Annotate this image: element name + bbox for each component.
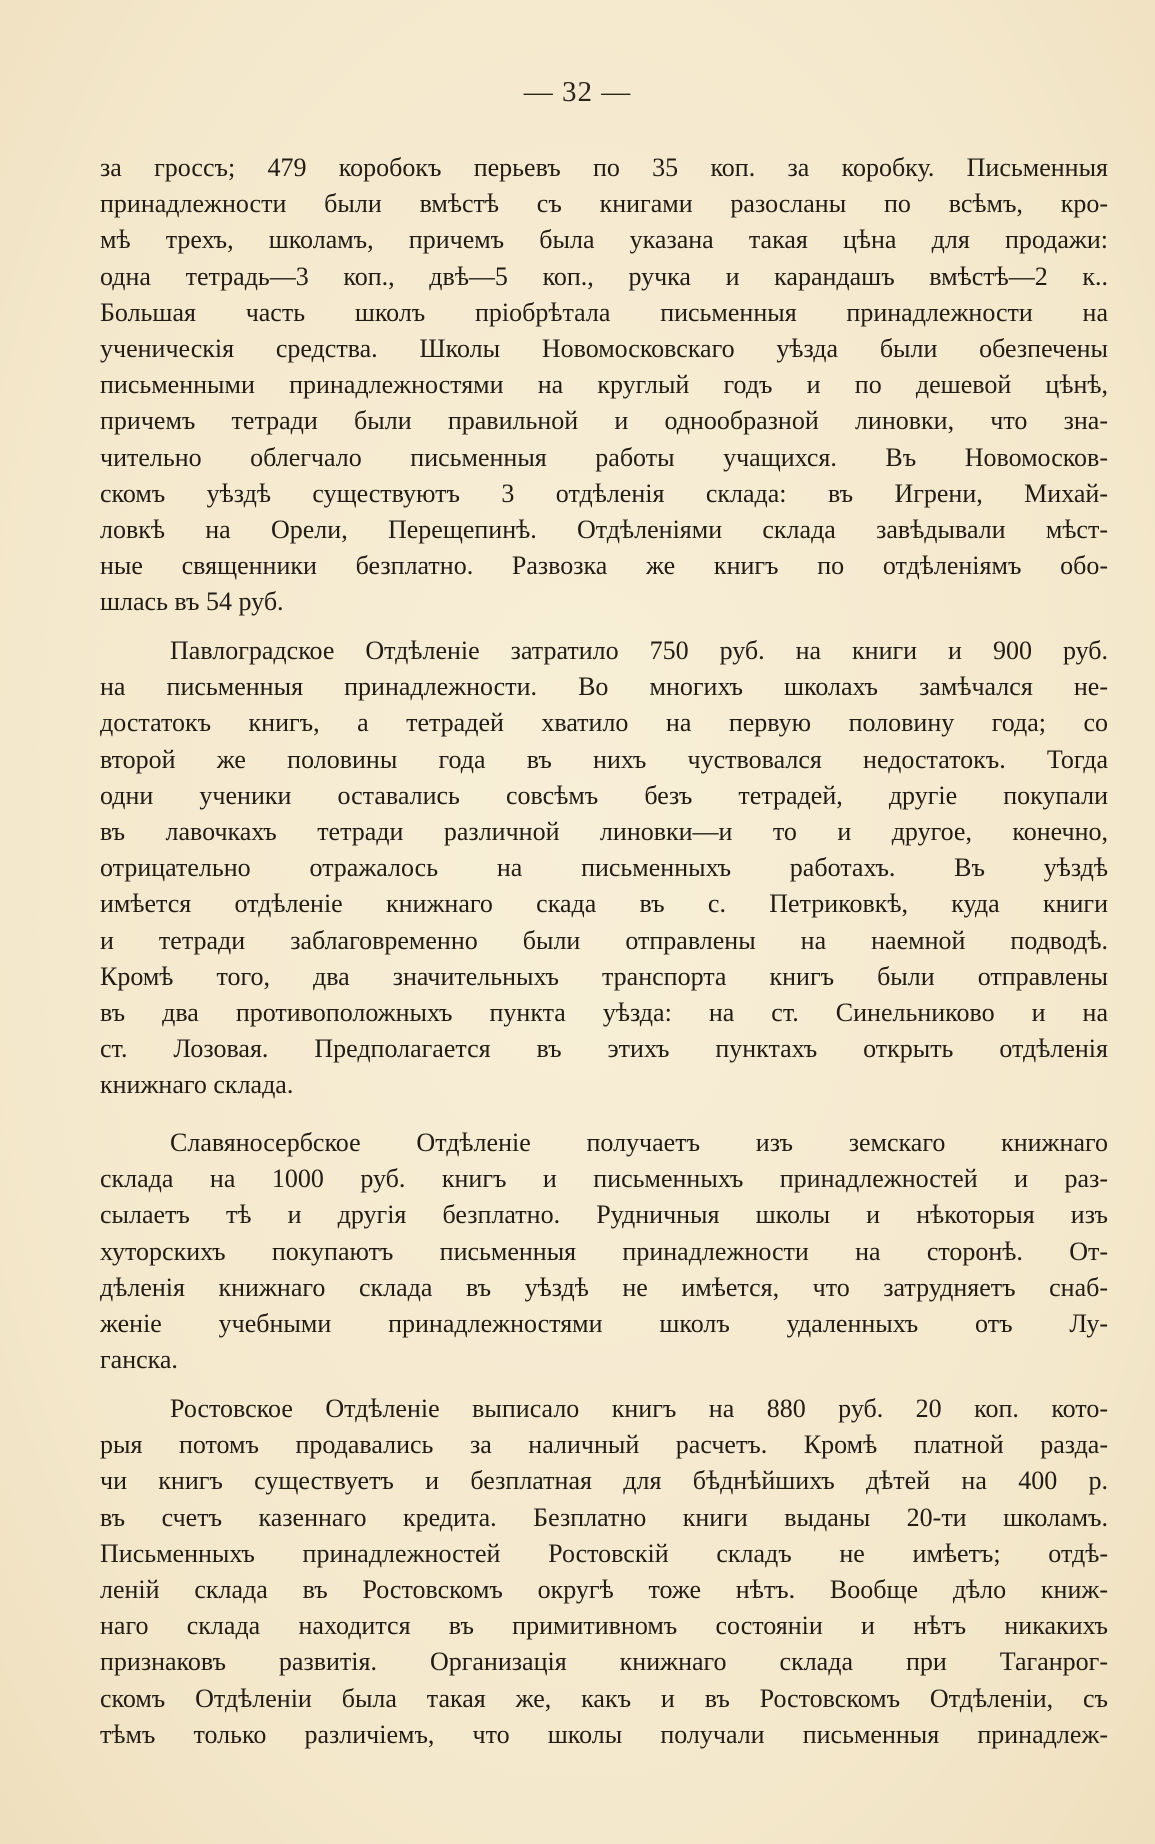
text-line: Ростовское Отдѣленіе выписало книгъ на 880 руб. 20 коп. кото-	[170, 1394, 1108, 1423]
text-line: сылаетъ тѣ и другія безплатно. Рудничныя школы и нѣкоторыя изъ	[100, 1200, 1108, 1230]
text-line: женіе учебными принадлежностями школъ удаленныхъ отъ Лу-	[100, 1309, 1108, 1339]
text-line: въ счетъ казеннаго кредита. Безплатно книги выданы 20-ти школамъ.	[100, 1502, 1108, 1532]
text-line: склада на 1000 руб. книгъ и письменныхъ принадлежностей и раз-	[100, 1164, 1108, 1194]
text-line: рыя потомъ продавались за наличный расчетъ. Кромѣ платной разда-	[100, 1430, 1108, 1460]
text-line: Большая часть школъ пріобрѣтала письменныя принадлежности на	[100, 297, 1108, 327]
paragraph-body	[100, 633, 1108, 1104]
text-line: въ два противоположныхъ пункта уѣзда: на ст. Синельниково и на	[100, 998, 1108, 1028]
text-line: скомъ уѣздѣ существуютъ 3 отдѣленія склада: въ Игрени, Михай-	[100, 478, 1108, 508]
paragraph-body	[100, 1391, 1108, 1753]
text-line: Кромѣ того, два значительныхъ транспорта книгъ были отправлены	[100, 961, 1108, 991]
text-line: ловкѣ на Орели, Перещепинѣ. Отдѣленіями склада завѣдывали мѣст-	[100, 515, 1108, 545]
text-line: одни ученики оставались совсѣмъ безъ тетрадей, другіе покупали	[100, 780, 1108, 810]
paragraph-2	[100, 633, 1108, 1104]
page-number: — 32 —	[523, 76, 632, 108]
text-line: чительно облегчало письменныя работы учащихся. Въ Новомосков-	[100, 442, 1108, 472]
text-line: причемъ тетради были правильной и однообразной линовки, что зна-	[100, 406, 1108, 436]
text-line: Павлоградское Отдѣленіе затратило 750 руб. на книги и 900 руб.	[170, 636, 1108, 665]
text-line: наго склада находится въ примитивномъ состояніи и нѣтъ никакихъ	[100, 1611, 1108, 1641]
text-line: ученическія средства. Школы Новомосковскаго уѣзда были обезпечены	[100, 334, 1108, 364]
text-line: письменными принадлежностями на круглый годъ и по дешевой цѣнѣ,	[100, 370, 1108, 400]
text-line: книжнаго склада.	[100, 1070, 294, 1100]
text-line: хуторскихъ покупаютъ письменныя принадлежности на сторонѣ. От-	[100, 1236, 1108, 1266]
text-line: чи книгъ существуетъ и безплатная для бѣднѣйшихъ дѣтей на 400 р.	[100, 1466, 1108, 1496]
text-line: Славяносербское Отдѣленіе получаетъ изъ земскаго книжнаго	[170, 1128, 1108, 1157]
text-line: ганска.	[100, 1345, 178, 1375]
text-line: шлась въ 54 руб.	[100, 587, 284, 617]
text-line: отрицательно отражалось на письменныхъ работахъ. Въ уѣздѣ	[100, 853, 1108, 883]
text-line: второй же половины года въ нихъ чуствовался недостатокъ. Тогда	[100, 744, 1108, 774]
text-line: одна тетрадь—3 коп., двѣ—5 коп., ручка и карандашъ вмѣстѣ—2 к..	[100, 261, 1108, 291]
text-line: скомъ Отдѣленіи была такая же, какъ и въ Ростовскомъ Отдѣленіи, съ	[100, 1683, 1108, 1713]
text-line: дѣленія книжнаго склада въ уѣздѣ не имѣется, что затрудняетъ снаб-	[100, 1272, 1108, 1302]
text-line: на письменныя принадлежности. Во многихъ школахъ замѣчался не-	[100, 672, 1108, 702]
paragraph-1	[100, 150, 1108, 621]
text-line: Письменныхъ принадлежностей Ростовскій складъ не имѣетъ; отдѣ-	[100, 1538, 1108, 1568]
text-line: ные священники безплатно. Развозка же книгъ по отдѣленіямъ обо-	[100, 551, 1108, 581]
text-line: леній склада въ Ростовскомъ округѣ тоже нѣтъ. Вообще дѣло книж-	[100, 1575, 1108, 1605]
paragraph-body	[100, 1125, 1108, 1378]
text-line: мѣ трехъ, школамъ, причемъ была указана такая цѣна для продажи:	[100, 225, 1108, 255]
text-line: ст. Лозовая. Предполагается въ этихъ пунктахъ открыть отдѣленія	[100, 1034, 1108, 1064]
text-line: принадлежности были вмѣстѣ съ книгами разосланы по всѣмъ, кро-	[100, 189, 1108, 219]
text-line: тѣмъ только различіемъ, что школы получали письменныя принадлеж-	[100, 1719, 1108, 1749]
paragraph-4	[100, 1391, 1108, 1753]
text-line: въ лавочкахъ тетради различной линовки—и то и другое, конечно,	[100, 817, 1108, 847]
text-line: имѣется отдѣленіе книжнаго скада въ с. Петриковкѣ, куда книги	[100, 889, 1108, 919]
text-line: признаковъ развитія. Организація книжнаго склада при Таганрог-	[100, 1647, 1108, 1677]
text-line: за гроссъ; 479 коробокъ перьевъ по 35 коп. за коробку. Письменныя	[100, 153, 1108, 182]
text-line: и тетради заблаговременно были отправлены на наемной подводѣ.	[100, 925, 1108, 955]
text-line: достатокъ книгъ, а тетрадей хватило на первую половину года; со	[100, 708, 1108, 738]
paragraph-body	[100, 150, 1108, 621]
paragraph-3	[100, 1125, 1108, 1378]
